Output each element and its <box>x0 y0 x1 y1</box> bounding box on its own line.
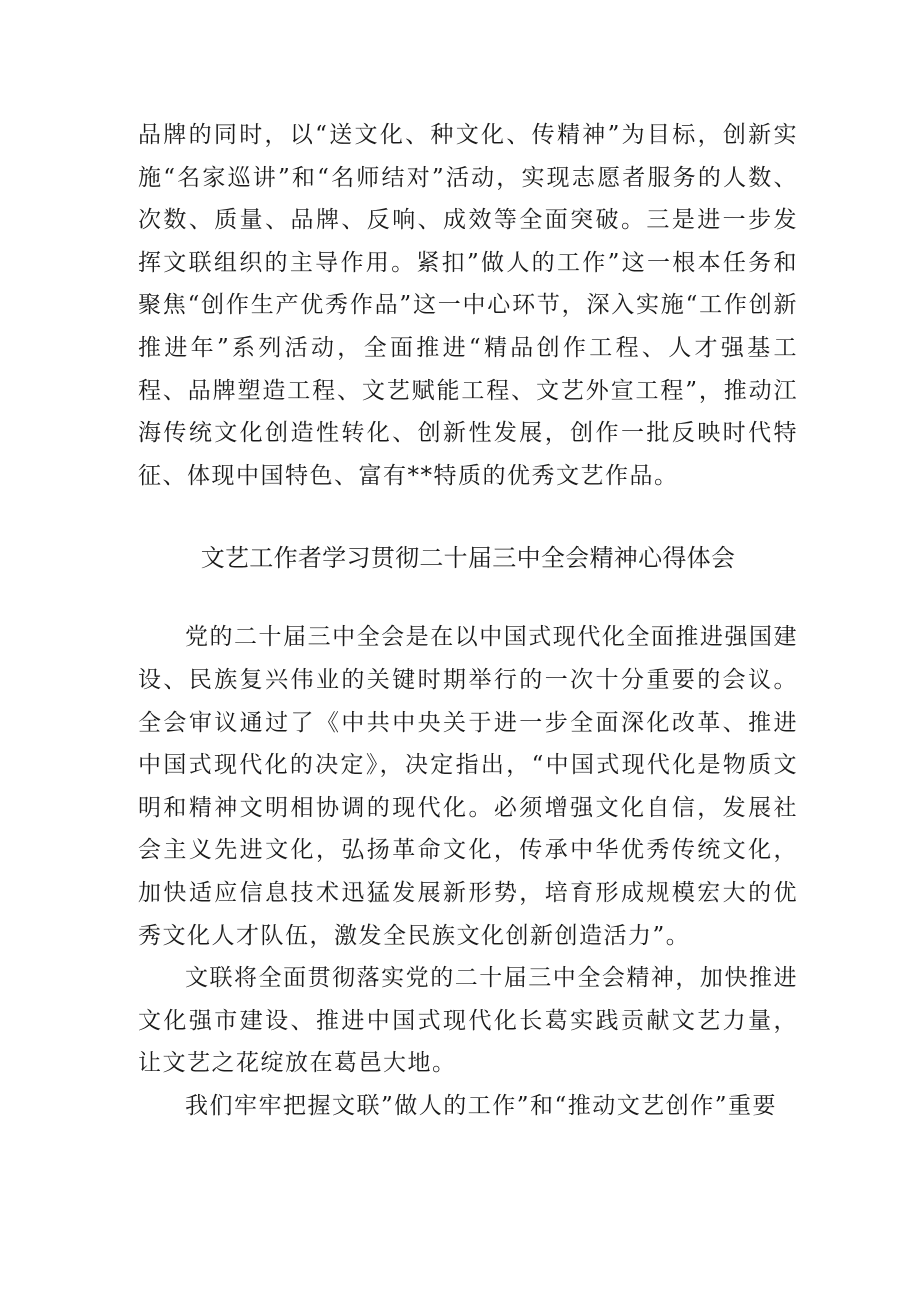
article-heading: 文艺工作者学习贯彻二十届三中全会精神心得体会 <box>200 544 736 573</box>
continuation-paragraph: 品牌的同时，以“送文化、种文化、传精神”为目标，创新实施“名家巡讲”和“名师结对”活动，实现志愿者服务的人数、次数、质量、品牌、反响、成效等全面突破。三是进一步发挥文联组织的主导作用。紧扣”做人的工作”这一根本任务和聚焦“创作生产优秀作品”这一中心环节，深入实施“工作创新推进年”系列活动，全面推进“精品创作工程、人才强基工程、品牌塑造工程、文艺赋能工程、文艺外宣工程”，推动江海传统文化创造性转化、创新性发展，创作一批反映时代特征、体现中国特色、富有**特质的优秀文艺作品。 <box>138 122 798 489</box>
body-paragraph-1: 党的二十届三中全会是在以中国式现代化全面推进强国建设、民族复兴伟业的关键时期举行的一次十分重要的会议。全会审议通过了《中共中央关于进一步全面深化改革、推进中国式现代化的决定》，决定指出，“中国式现代化是物质文明和精神文明相协调的现代化。必须增强文化自信，发展社会主义先进文化，弘扬革命文化，传承中华优秀传统文化，加快适应信息技术迅猛发展新形势，培育形成规模宏大的优秀文化人才队伍，激发全民族文化创新创造活力”。 <box>138 624 798 949</box>
body-paragraph-3: 我们牢牢把握文联”做人的工作”和“推动文艺创作”重要 <box>185 1092 778 1119</box>
body-paragraph-2: 文联将全面贯彻落实党的二十届三中全会精神，加快推进文化强市建设、推进中国式现代化长葛实践贡献文艺力量，让文艺之花绽放在葛邑大地。 <box>138 965 798 1077</box>
document-body <box>138 114 798 1127</box>
